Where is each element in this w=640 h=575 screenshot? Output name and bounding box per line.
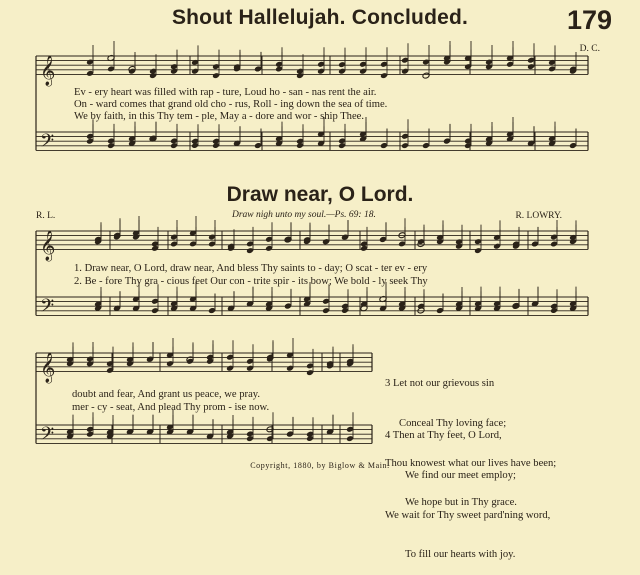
lyric-line-2: On - ward comes that grand old cho - rus, Roll - ing down the sea of time. — [74, 99, 388, 110]
lyric-system2-line1: doubt and fear, And grant us peace, we pray. — [72, 389, 261, 400]
svg-text:𝄞: 𝄞 — [40, 56, 56, 86]
svg-text:𝄢: 𝄢 — [40, 424, 55, 449]
tempo-marking: R. L. — [36, 211, 56, 221]
svg-text:𝄞: 𝄞 — [40, 231, 56, 261]
lyric-line-3: We by faith, in this Thy tem - ple, May a - dore and wor - ship Thee. — [74, 111, 365, 122]
composer-credit: R. LOWRY. — [515, 211, 562, 221]
da-capo-marking: D. C. — [579, 44, 600, 54]
hymn-title-draw-near: Draw near, O Lord. — [226, 183, 414, 206]
lyric-verse1-line: 1. Draw near, O Lord, draw near, And bless Thy saints to - day; O scat - ter ev - ery — [74, 263, 428, 274]
hymn-title-shout-hallelujah: Shout Hallelujah. Concluded. — [171, 6, 469, 29]
lyric-system2-line2: mer - cy - seat, And plead Thy prom - ise now. — [72, 402, 270, 413]
scripture-reference: Draw nigh unto my soul.—Ps. 69: 18. — [232, 210, 376, 220]
lyric-line-1: Ev - ery heart was filled with rap - ture, Loud ho - san - nas rent the air. — [74, 87, 377, 98]
svg-text:𝄞: 𝄞 — [40, 353, 56, 383]
page-number: 179 — [566, 5, 612, 35]
copyright-notice: Copyright, 1880, by Biglow & Main. — [250, 461, 390, 470]
svg-text:𝄢: 𝄢 — [40, 296, 55, 321]
lyric-verse2-line: 2. Be - fore Thy gra - cious feet Our con - trite spir - its bow; We bold - ly seek Thy — [74, 276, 428, 287]
verse-4: 4 Then at Thy feet, O Lord, We find our meet employ; We wait for Thy sweet pard'ning word, To fill our hearts with joy. — [385, 430, 551, 561]
verse-3: 3 Let not our grievous sin Conceal Thy loving face; Thou knowest what our lives have been; We hope but in Thy grace. — [385, 378, 557, 509]
svg-text:𝄢: 𝄢 — [40, 131, 55, 156]
